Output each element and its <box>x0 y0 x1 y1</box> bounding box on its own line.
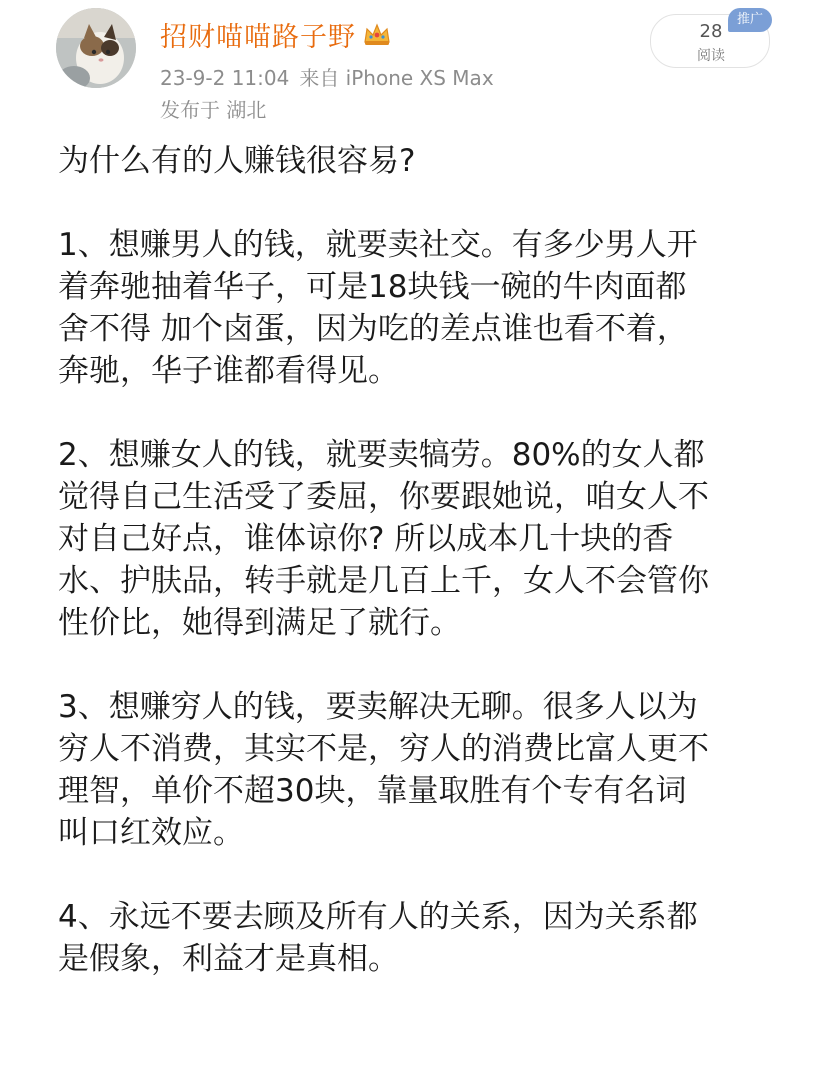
post-body <box>58 140 778 980</box>
cat-avatar-icon <box>56 8 136 88</box>
avatar[interactable] <box>56 8 136 88</box>
text-line: 是假象，利益才是真相。 <box>58 941 399 977</box>
title-line: 为什么有的人赚钱很容易? <box>58 143 416 179</box>
post-title <box>58 140 778 182</box>
text-line: 觉得自己生活受了委屈，你要跟她说，咱女人不 <box>58 479 709 515</box>
paragraph-1 <box>58 224 778 392</box>
author-row <box>160 14 392 54</box>
read-count: 28 <box>699 21 723 42</box>
paragraph-4 <box>58 896 778 980</box>
post-source: 来自 iPhone XS Max <box>299 66 494 90</box>
promo-badge[interactable]: 推广 <box>728 8 772 32</box>
read-label: 阅读 <box>697 48 725 64</box>
paragraph-3 <box>58 686 778 854</box>
text-line: 奔驰，华子谁都看得见。 <box>58 353 399 389</box>
text-line: 着奔驰抽着华子，可是18块钱一碗的牛肉面都 <box>58 269 687 305</box>
post-timestamp: 23-9-2 11:04 <box>160 66 290 90</box>
post-header <box>0 0 828 125</box>
text-line: 4、永远不要去顾及所有人的关系，因为关系都 <box>58 899 698 935</box>
text-line: 对自己好点，谁体谅你? 所以成本几十块的香 <box>58 521 674 557</box>
author-name[interactable]: 招财喵喵路子野 <box>160 21 356 53</box>
text-line: 理智，单价不超30块，靠量取胜有个专有名词 <box>58 773 687 809</box>
text-line: 穷人不消费，其实不是，穷人的消费比富人更不 <box>58 731 709 767</box>
post-location: 发布于 湖北 <box>160 98 267 122</box>
text-line: 2、想赚女人的钱，就要卖犒劳。80%的女人都 <box>58 437 705 473</box>
text-line: 3、想赚穷人的钱，要卖解决无聊。很多人以为 <box>58 689 698 725</box>
text-line: 舍不得 加个卤蛋，因为吃的差点谁也看不着， <box>58 311 688 347</box>
paragraph-2 <box>58 434 778 644</box>
text-line: 叫口红效应。 <box>58 815 244 851</box>
crown-icon <box>362 21 392 47</box>
post-meta <box>160 62 494 91</box>
text-line: 性价比，她得到满足了就行。 <box>58 605 461 641</box>
text-line: 水、护肤品，转手就是几百上千，女人不会管你 <box>58 563 709 599</box>
text-line: 1、想赚男人的钱，就要卖社交。有多少男人开 <box>58 227 698 263</box>
